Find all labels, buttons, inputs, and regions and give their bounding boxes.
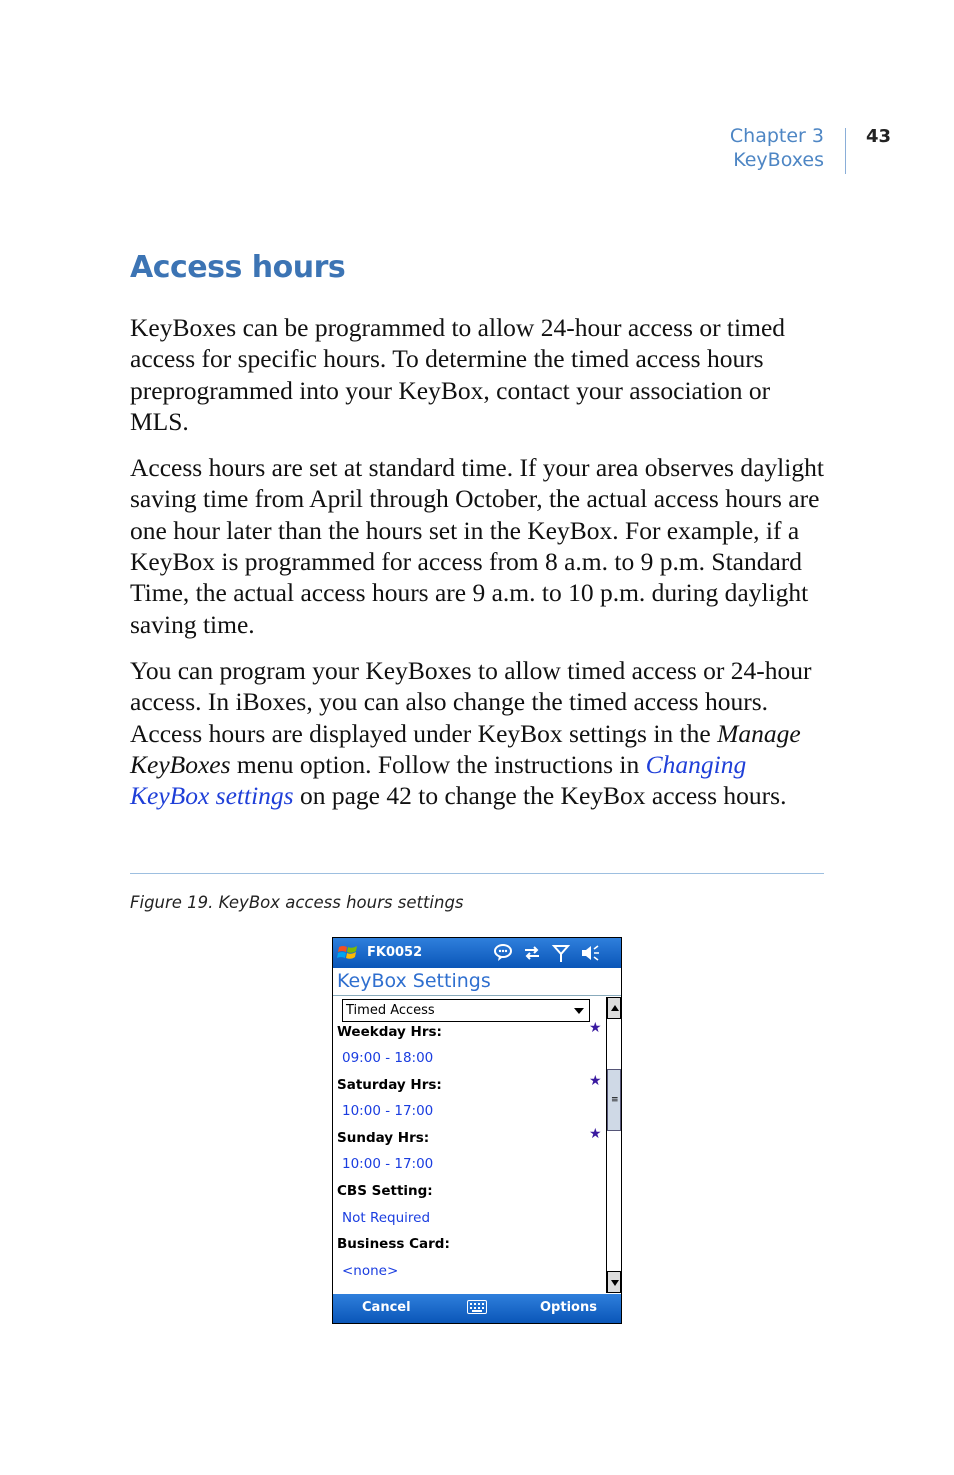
scroll-thumb[interactable] (607, 1069, 621, 1131)
softkey-bar (333, 1294, 621, 1323)
keyboard-icon[interactable] (467, 1300, 487, 1314)
title-separator (333, 995, 621, 996)
screen-title: KeyBox Settings (337, 970, 491, 992)
paragraph-2: Access hours are set at standard time. If your area observes daylight saving time from April through October, the actual access hours are one hour later than the hours set in the KeyBox. For example, if a KeyBox is programmed for access from 8 a.m. to 9 p.m. Standard Time, the actual access hours are 9 a.m. to 10 p.m. during daylight saving time. (130, 453, 824, 639)
chat-icon[interactable] (493, 943, 513, 963)
required-star-icon: ★ (589, 1020, 602, 1036)
section-label: KeyBoxes (733, 149, 824, 171)
business-card-label: Business Card: (337, 1236, 450, 1252)
scroll-down-icon (611, 1280, 619, 1286)
scroll-up-icon (611, 1005, 619, 1011)
cbs-setting-label: CBS Setting: (337, 1183, 433, 1199)
section-heading: Access hours (130, 250, 346, 285)
figure-divider (130, 873, 824, 874)
access-mode-dropdown[interactable] (342, 999, 590, 1022)
grip-icon: ≡ (611, 1095, 619, 1105)
scrollbar[interactable] (606, 997, 622, 1293)
paragraph-3 (130, 655, 830, 811)
cbs-setting-value[interactable]: Not Required (342, 1210, 431, 1226)
title-bar (333, 938, 621, 968)
sync-arrows-icon[interactable] (522, 943, 542, 963)
required-star-icon: ★ (589, 1073, 602, 1089)
paragraph-3-part-c: on page 42 to change the KeyBox access hours. (293, 781, 787, 811)
weekday-hrs-label: Weekday Hrs: (337, 1024, 442, 1040)
saturday-hrs-value[interactable]: 10:00 - 17:00 (342, 1103, 434, 1119)
page-number: 43 (866, 126, 892, 147)
dropdown-arrow-icon[interactable] (574, 1008, 584, 1014)
windows-start-icon[interactable] (337, 942, 359, 964)
sunday-hrs-value[interactable]: 10:00 - 17:00 (342, 1156, 434, 1172)
header-divider (845, 128, 846, 174)
changing-keybox-settings-link[interactable]: Changing KeyBox settings (130, 749, 747, 811)
scroll-down-button[interactable] (607, 1271, 621, 1293)
body-text (130, 312, 830, 826)
status-icons (493, 943, 600, 963)
required-star-icon: ★ (589, 1126, 602, 1142)
saturday-hrs-label: Saturday Hrs: (337, 1077, 442, 1093)
scroll-up-button[interactable] (607, 997, 621, 1019)
options-button[interactable]: Options (540, 1300, 597, 1315)
weekday-hrs-value[interactable]: 09:00 - 18:00 (342, 1050, 434, 1066)
antenna-icon[interactable] (551, 943, 571, 963)
manage-keyboxes-term: Manage KeyBoxes (130, 718, 801, 779)
sunday-hrs-label: Sunday Hrs: (337, 1130, 430, 1146)
speaker-icon[interactable] (580, 943, 600, 963)
figure-caption: Figure 19. KeyBox access hours settings (130, 893, 464, 912)
paragraph-1: KeyBoxes can be programmed to allow 24-hour access or timed access for specific hours. To determine the timed access hours preprogrammed into your KeyBox, contact your association or MLS. (130, 313, 786, 436)
running-header (730, 124, 824, 172)
access-mode-value: Timed Access (346, 1003, 435, 1018)
paragraph-3-part-b: menu option. Follow the instructions in (230, 749, 646, 779)
chapter-label: Chapter 3 (729, 125, 824, 147)
device-title: FK0052 (367, 945, 423, 960)
cancel-button[interactable]: Cancel (362, 1300, 411, 1315)
device-screenshot (332, 937, 622, 1324)
paragraph-3-part-a: You can program your KeyBoxes to allow timed access or 24-hour access. In iBoxes, you can also change the timed access hours. Access hours are displayed under KeyBox settings in the (130, 655, 812, 748)
business-card-value[interactable]: <none> (342, 1263, 399, 1279)
